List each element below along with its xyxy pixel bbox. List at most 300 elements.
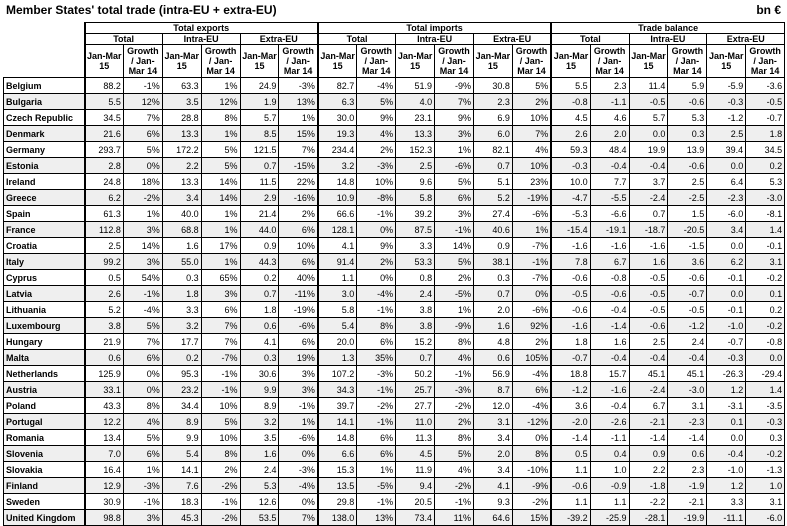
value-cell: -0.5 (629, 302, 668, 318)
subgroup-header: Intra-EU (629, 34, 707, 45)
value-cell: 1% (279, 414, 318, 430)
value-cell: 5.9 (668, 78, 707, 94)
value-cell: 92% (512, 318, 551, 334)
value-cell: -3% (279, 78, 318, 94)
value-cell: 3.2 (318, 158, 357, 174)
value-cell: 0.0 (746, 350, 785, 366)
value-cell: 7% (201, 318, 240, 334)
value-cell: -15.4 (551, 222, 590, 238)
header-row-subgroups (4, 34, 785, 45)
value-cell: -0.8 (551, 94, 590, 110)
value-cell: 19.3 (318, 126, 357, 142)
value-cell: -8.1 (746, 206, 785, 222)
value-cell: -1% (357, 206, 396, 222)
table-row (4, 414, 785, 430)
subgroup-header: Extra-EU (240, 34, 318, 45)
value-cell: -19.1 (590, 222, 629, 238)
value-cell: -1.6 (551, 318, 590, 334)
value-cell: 13.5 (318, 478, 357, 494)
country-cell: Finland (4, 478, 85, 494)
value-cell: 8.9 (162, 414, 201, 430)
value-cell: 14% (123, 238, 162, 254)
table-row (4, 206, 785, 222)
value-cell: 6% (123, 350, 162, 366)
value-cell: 3.2 (240, 414, 279, 430)
value-cell: 1.0 (590, 462, 629, 478)
value-cell: 5.3 (668, 110, 707, 126)
value-cell: 38.1 (473, 254, 512, 270)
value-cell: 8% (512, 446, 551, 462)
value-cell: 30.0 (318, 110, 357, 126)
subgroup-header: Intra-EU (162, 34, 240, 45)
value-cell: 4.5 (551, 110, 590, 126)
value-cell: 5% (357, 94, 396, 110)
value-cell: 5.3 (240, 478, 279, 494)
value-cell: -6% (279, 318, 318, 334)
value-cell: 2.5 (629, 334, 668, 350)
value-cell: 6% (357, 334, 396, 350)
value-cell: 51.9 (396, 78, 435, 94)
value-cell: 20.0 (318, 334, 357, 350)
table-row (4, 478, 785, 494)
value-cell: 0.3 (746, 430, 785, 446)
value-cell: 3% (435, 206, 474, 222)
value-cell: -1.2 (551, 382, 590, 398)
value-cell: 5.7 (629, 110, 668, 126)
value-cell: -0.7 (551, 350, 590, 366)
value-cell: 6% (279, 334, 318, 350)
table-row (4, 254, 785, 270)
value-cell: 6% (123, 126, 162, 142)
value-cell: 12% (201, 94, 240, 110)
value-cell: 4.0 (396, 94, 435, 110)
value-cell: 9.9 (240, 382, 279, 398)
value-cell: 6.0 (473, 126, 512, 142)
value-cell: 0.7 (240, 158, 279, 174)
value-cell: 1.6 (162, 238, 201, 254)
value-cell: 0.9 (473, 238, 512, 254)
value-cell: 2.2 (629, 462, 668, 478)
value-cell: 9.9 (162, 430, 201, 446)
country-cell: Romania (4, 430, 85, 446)
value-cell: 8% (123, 398, 162, 414)
corner-cell (4, 23, 85, 78)
value-cell: -0.7 (746, 110, 785, 126)
value-cell: 1.8 (551, 334, 590, 350)
value-cell: -0.2 (746, 270, 785, 286)
value-cell: 21.9 (85, 334, 124, 350)
value-cell: -0.3 (551, 158, 590, 174)
value-cell: 2% (201, 462, 240, 478)
value-cell: 44.0 (240, 222, 279, 238)
value-cell: 0.6 (85, 350, 124, 366)
value-cell: 53.3 (396, 254, 435, 270)
value-cell: -3.0 (746, 190, 785, 206)
value-cell: 64.6 (473, 510, 512, 526)
value-cell: -2.3 (668, 414, 707, 430)
subgroup-header: Total (85, 34, 163, 45)
value-cell: 7.8 (551, 254, 590, 270)
value-cell: 107.2 (318, 366, 357, 382)
country-cell: Greece (4, 190, 85, 206)
value-cell: 1.6 (240, 446, 279, 462)
value-cell: 3.8 (85, 318, 124, 334)
value-cell: -9% (435, 318, 474, 334)
value-cell: 6.9 (473, 110, 512, 126)
value-cell: 7% (435, 94, 474, 110)
value-cell: 24.8 (85, 174, 124, 190)
value-cell: 0% (357, 222, 396, 238)
table-row (4, 350, 785, 366)
value-cell: 2.3 (590, 78, 629, 94)
value-cell: 39.7 (318, 398, 357, 414)
value-cell: -6.0 (746, 510, 785, 526)
value-cell: -8% (357, 190, 396, 206)
value-cell: -1% (357, 382, 396, 398)
value-cell: 65% (201, 270, 240, 286)
value-cell: 23% (512, 174, 551, 190)
value-cell: 9.6 (396, 174, 435, 190)
country-cell: Germany (4, 142, 85, 158)
value-cell: 0% (512, 430, 551, 446)
value-cell: 6.2 (707, 254, 746, 270)
table-row (4, 222, 785, 238)
value-cell: 105% (512, 350, 551, 366)
value-cell: 34.5 (85, 110, 124, 126)
value-cell: 3.5 (162, 94, 201, 110)
value-cell: 11% (435, 510, 474, 526)
value-cell: 0.2 (240, 270, 279, 286)
value-cell: 4.1 (240, 334, 279, 350)
value-cell: -1% (123, 78, 162, 94)
value-cell: 6.7 (590, 254, 629, 270)
value-cell: -1% (123, 494, 162, 510)
value-cell: -0.1 (707, 302, 746, 318)
value-cell: 0.6 (668, 446, 707, 462)
subgroup-header: Intra-EU (396, 34, 474, 45)
value-cell: -0.6 (551, 302, 590, 318)
group-header: Total exports (85, 23, 318, 34)
value-cell: 8.9 (240, 398, 279, 414)
value-cell: 8.7 (473, 382, 512, 398)
value-cell: -2.3 (707, 190, 746, 206)
table-row (4, 494, 785, 510)
page-title: Member States' total trade (intra-EU + extra-EU) (6, 3, 277, 17)
value-cell: 11.4 (629, 78, 668, 94)
value-cell: 12.9 (85, 478, 124, 494)
value-cell: 54% (123, 270, 162, 286)
column-header-period: Jan-Mar 15 (318, 45, 357, 78)
value-cell: 13.3 (162, 174, 201, 190)
value-cell: -2.6 (590, 414, 629, 430)
value-cell: -0.5 (629, 270, 668, 286)
value-cell: -16% (279, 190, 318, 206)
country-cell: Netherlands (4, 366, 85, 382)
value-cell: 0.2 (746, 158, 785, 174)
value-cell: 5.2 (473, 190, 512, 206)
value-cell: -4.7 (551, 190, 590, 206)
value-cell: -1.6 (590, 382, 629, 398)
value-cell: -2.2 (629, 494, 668, 510)
value-cell: 4% (123, 414, 162, 430)
value-cell: -9% (512, 478, 551, 494)
value-cell: 15.3 (318, 462, 357, 478)
subgroup-header: Extra-EU (707, 34, 785, 45)
table-row (4, 78, 785, 94)
value-cell: 5% (435, 446, 474, 462)
value-cell: 39.2 (396, 206, 435, 222)
value-cell: 1.2 (707, 382, 746, 398)
value-cell: -6.6 (590, 206, 629, 222)
value-cell: 17.7 (162, 334, 201, 350)
value-cell: 6% (435, 190, 474, 206)
column-header-growth: Growth / Jan-Mar 14 (435, 45, 474, 78)
value-cell: -1% (357, 494, 396, 510)
value-cell: 20.5 (396, 494, 435, 510)
value-cell: 25.7 (396, 382, 435, 398)
value-cell: -2.4 (629, 382, 668, 398)
value-cell: 45.3 (162, 510, 201, 526)
table-row (4, 94, 785, 110)
value-cell: 6.7 (629, 398, 668, 414)
value-cell: 0.0 (707, 286, 746, 302)
table-row (4, 510, 785, 526)
table-row (4, 446, 785, 462)
value-cell: 6.3 (318, 94, 357, 110)
value-cell: -2% (357, 398, 396, 414)
table-row (4, 382, 785, 398)
value-cell: -1% (357, 302, 396, 318)
value-cell: -18.7 (629, 222, 668, 238)
value-cell: 5% (512, 78, 551, 94)
value-cell: 234.4 (318, 142, 357, 158)
value-cell: 2.5 (707, 126, 746, 142)
value-cell: 293.7 (85, 142, 124, 158)
value-cell: -0.3 (707, 94, 746, 110)
value-cell: -3% (279, 462, 318, 478)
value-cell: 3.6 (668, 254, 707, 270)
value-cell: 9% (357, 238, 396, 254)
column-header-growth: Growth / Jan-Mar 14 (279, 45, 318, 78)
value-cell: 1% (435, 302, 474, 318)
country-cell: Slovenia (4, 446, 85, 462)
value-cell: 15% (279, 126, 318, 142)
value-cell: 14% (201, 174, 240, 190)
country-cell: Cyprus (4, 270, 85, 286)
value-cell: -2.4 (629, 190, 668, 206)
value-cell: 13.4 (85, 430, 124, 446)
value-cell: 6% (357, 446, 396, 462)
value-cell: -6% (435, 158, 474, 174)
value-cell: 2% (435, 414, 474, 430)
value-cell: -6% (279, 430, 318, 446)
value-cell: 1% (201, 222, 240, 238)
value-cell: 45.1 (629, 366, 668, 382)
value-cell: 9.4 (396, 478, 435, 494)
value-cell: -1% (357, 414, 396, 430)
value-cell: 5.3 (746, 174, 785, 190)
value-cell: 3.4 (162, 190, 201, 206)
value-cell: 0.5 (551, 446, 590, 462)
country-cell: Ireland (4, 174, 85, 190)
table-row (4, 142, 785, 158)
value-cell: 6% (279, 222, 318, 238)
value-cell: 1.8 (746, 126, 785, 142)
value-cell: 3% (435, 126, 474, 142)
value-cell: 0.0 (707, 430, 746, 446)
value-cell: 2.4 (668, 334, 707, 350)
value-cell: -1.5 (668, 238, 707, 254)
table-row (4, 366, 785, 382)
value-cell: 0.3 (240, 350, 279, 366)
value-cell: 0.0 (707, 238, 746, 254)
value-cell: 0.7 (473, 158, 512, 174)
value-cell: 40.6 (473, 222, 512, 238)
value-cell: 2.8 (85, 158, 124, 174)
value-cell: -0.6 (551, 478, 590, 494)
value-cell: 1% (357, 462, 396, 478)
column-header-growth: Growth / Jan-Mar 14 (590, 45, 629, 78)
value-cell: -0.6 (590, 286, 629, 302)
value-cell: -5% (435, 286, 474, 302)
value-cell: 3% (123, 510, 162, 526)
value-cell: 10% (279, 238, 318, 254)
value-cell: -0.6 (668, 158, 707, 174)
group-header: Trade balance (551, 23, 784, 34)
table-row (4, 238, 785, 254)
value-cell: -1.0 (707, 318, 746, 334)
value-cell: 3.4 (473, 462, 512, 478)
table-body (4, 78, 785, 526)
column-header-growth: Growth / Jan-Mar 14 (512, 45, 551, 78)
value-cell: 1% (201, 126, 240, 142)
value-cell: 5.5 (551, 78, 590, 94)
value-cell: 1% (279, 110, 318, 126)
value-cell: 7% (512, 126, 551, 142)
value-cell: -0.3 (707, 350, 746, 366)
column-header-period: Jan-Mar 15 (240, 45, 279, 78)
value-cell: 11.5 (240, 174, 279, 190)
value-cell: 98.8 (85, 510, 124, 526)
value-cell: 1.6 (629, 254, 668, 270)
value-cell: -2% (123, 190, 162, 206)
table-row (4, 334, 785, 350)
value-cell: 82.7 (318, 78, 357, 94)
value-cell: 88.2 (85, 78, 124, 94)
value-cell: 1% (201, 254, 240, 270)
value-cell: 14.1 (162, 462, 201, 478)
value-cell: 5.4 (162, 446, 201, 462)
value-cell: 121.5 (240, 142, 279, 158)
group-header: Total imports (318, 23, 551, 34)
column-header-growth: Growth / Jan-Mar 14 (668, 45, 707, 78)
value-cell: -4% (512, 366, 551, 382)
value-cell: 7% (123, 110, 162, 126)
value-cell: -3.5 (746, 398, 785, 414)
value-cell: -0.2 (746, 318, 785, 334)
table-row (4, 286, 785, 302)
value-cell: 4.1 (473, 478, 512, 494)
column-header-growth: Growth / Jan-Mar 14 (123, 45, 162, 78)
value-cell: 1% (201, 206, 240, 222)
value-cell: 3.8 (396, 318, 435, 334)
value-cell: 35% (357, 350, 396, 366)
value-cell: 4% (357, 126, 396, 142)
column-header-period: Jan-Mar 15 (396, 45, 435, 78)
value-cell: 7.6 (162, 478, 201, 494)
value-cell: 12.0 (473, 398, 512, 414)
column-header-period: Jan-Mar 15 (551, 45, 590, 78)
value-cell: 1% (123, 462, 162, 478)
country-cell: Malta (4, 350, 85, 366)
value-cell: 125.9 (85, 366, 124, 382)
value-cell: 0.2 (746, 302, 785, 318)
value-cell: 2.6 (85, 286, 124, 302)
country-cell: Croatia (4, 238, 85, 254)
value-cell: -20.5 (668, 222, 707, 238)
value-cell: -7% (201, 350, 240, 366)
value-cell: 0% (512, 286, 551, 302)
value-cell: -1.2 (707, 110, 746, 126)
value-cell: 0.3 (668, 126, 707, 142)
value-cell: 21.4 (240, 206, 279, 222)
value-cell: 3.3 (162, 302, 201, 318)
value-cell: -0.4 (590, 398, 629, 414)
value-cell: -39.2 (551, 510, 590, 526)
country-cell: Slovakia (4, 462, 85, 478)
value-cell: -2% (435, 478, 474, 494)
value-cell: -19% (279, 302, 318, 318)
value-cell: 2% (512, 94, 551, 110)
value-cell: -0.3 (746, 414, 785, 430)
value-cell: 10% (357, 174, 396, 190)
value-cell: 33.1 (85, 382, 124, 398)
value-cell: 28.8 (162, 110, 201, 126)
value-cell: 4% (435, 350, 474, 366)
country-cell: Estonia (4, 158, 85, 174)
trade-table (3, 22, 785, 526)
value-cell: 87.5 (396, 222, 435, 238)
value-cell: 10% (201, 398, 240, 414)
value-cell: 0% (279, 494, 318, 510)
unit-label: bn € (756, 3, 781, 17)
value-cell: 40.0 (162, 206, 201, 222)
value-cell: 1.3 (318, 350, 357, 366)
value-cell: 50.2 (396, 366, 435, 382)
value-cell: -11% (279, 286, 318, 302)
value-cell: -0.9 (590, 478, 629, 494)
value-cell: 34.3 (318, 382, 357, 398)
value-cell: 0.2 (162, 350, 201, 366)
value-cell: 3.5 (240, 430, 279, 446)
value-cell: 4.1 (318, 238, 357, 254)
value-cell: 7% (123, 334, 162, 350)
value-cell: 14.1 (318, 414, 357, 430)
value-cell: 2.5 (396, 158, 435, 174)
country-cell: Belgium (4, 78, 85, 94)
value-cell: 5.2 (85, 302, 124, 318)
value-cell: 0.1 (707, 414, 746, 430)
value-cell: 1% (201, 78, 240, 94)
value-cell: -19.9 (668, 510, 707, 526)
value-cell: 1% (435, 142, 474, 158)
value-cell: 4.6 (590, 110, 629, 126)
value-cell: 2% (279, 206, 318, 222)
value-cell: -1.9 (668, 478, 707, 494)
value-cell: 13.9 (668, 142, 707, 158)
value-cell: -3% (357, 366, 396, 382)
value-cell: 138.0 (318, 510, 357, 526)
